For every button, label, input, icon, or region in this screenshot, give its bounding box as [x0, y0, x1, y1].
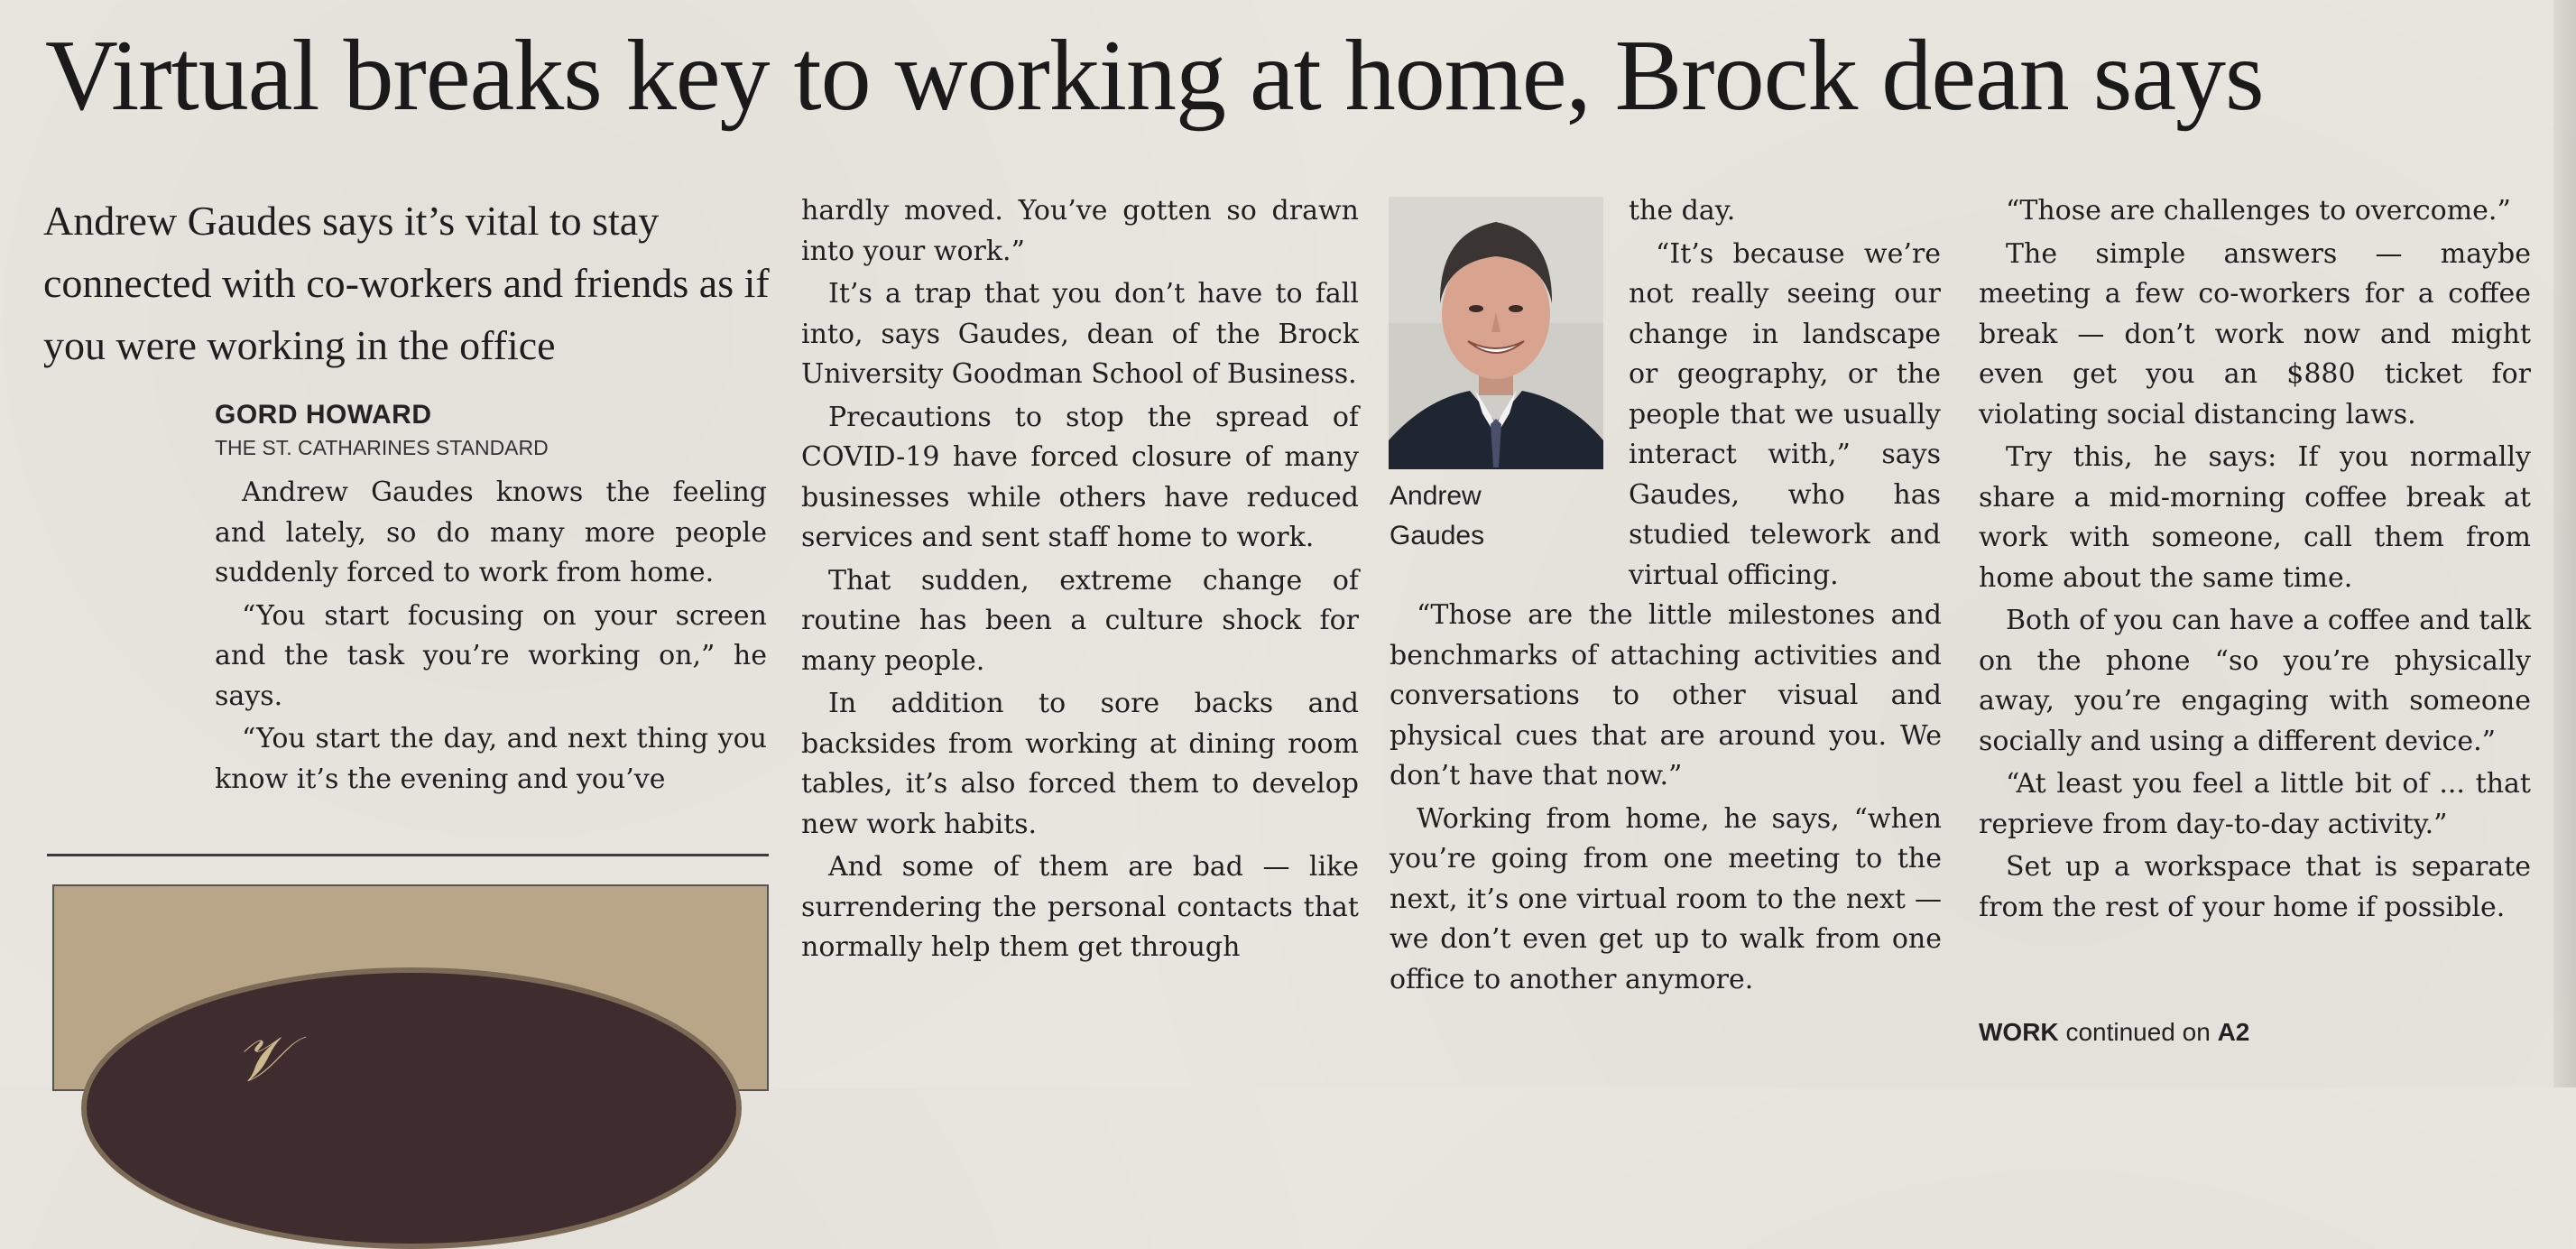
adjacent-photo [52, 884, 769, 1096]
paragraph: “It’s because we’re not really seeing our change in landscape or geography, or the people that we usually interact with,” says Gaudes, who has studied telework and virtual officing. [1629, 237, 1941, 591]
page-edge-shadow [2553, 0, 2576, 1087]
jump-text: continued on [2065, 1018, 2211, 1046]
jump-line [1979, 1018, 2430, 1047]
paragraph: In addition to sore backs and backsides from working at dining room tables, it’s also forced them to develop new work habits. [801, 688, 1359, 840]
paragraph: And some of them are bad — like surrendering the personal contacts that normally help them get through [801, 851, 1359, 963]
byline-author: GORD HOWARD [215, 400, 432, 430]
paragraph: the day. [1629, 195, 1736, 227]
article-column-2 [801, 191, 1359, 971]
paragraph: “You start focusing on your screen and the task you’re working on,” he says. [215, 599, 767, 712]
article-column-3-top [1629, 191, 1941, 598]
section-divider [47, 854, 769, 856]
paragraph: Set up a workspace that is separate from the rest of your home if possible. [1979, 851, 2531, 923]
paragraph: “Those are the little milestones and benchmarks of attaching activities and conversations to other visual and physical cues that are around you. We don’t have that now.” [1390, 599, 1942, 791]
paragraph: Andrew Gaudes knows the feeling and lately, so do many more people suddenly forced to work from home. [215, 476, 767, 588]
article-column-1 [215, 473, 767, 802]
headshot-illustration [1389, 197, 1603, 469]
paragraph: Precautions to stop the spread of COVID-19 have forced closure of many businesses while others have reduced services and sent staff home to work. [801, 401, 1359, 553]
article-column-4 [1979, 191, 2531, 930]
jump-label: WORK [1979, 1018, 2059, 1046]
paragraph: Working from home, he says, “when you’re going from one meeting to the next, it’s one virtual room to the next — we don’t even get up to walk from one office to another anymore. [1390, 802, 1942, 995]
headshot-photo [1389, 197, 1603, 469]
paragraph: “Those are challenges to overcome.” [2006, 195, 2511, 227]
sign-script: 𝒱 [235, 1022, 288, 1096]
paragraph: Try this, he says: If you normally share a mid-morning coffee break at work with someone, call them from home about the same time. [1979, 441, 2531, 594]
sign-oval [81, 967, 742, 1249]
byline-publication: THE ST. CATHARINES STANDARD [215, 436, 549, 459]
headline: Virtual breaks key to working at home, Brock dean says [45, 20, 2264, 132]
photo-caption [1390, 476, 1606, 556]
caption-line-1: Andrew [1390, 481, 1482, 511]
paragraph: “You start the day, and next thing you know it’s the evening and you’ve [215, 723, 767, 795]
paragraph: hardly moved. You’ve gotten so drawn into your work.” [801, 195, 1359, 267]
jump-page: A2 [2217, 1018, 2250, 1046]
paragraph: The simple answers — maybe meeting a few co-workers for a coffee break — don’t work now and might even get you an $880 ticket for violating social distancing laws. [1979, 237, 2531, 430]
paragraph: “At least you feel a little bit of ... that reprieve from day-to-day activity.” [1979, 768, 2531, 840]
paragraph: It’s a trap that you don’t have to fall into, says Gaudes, dean of the Brock University Goodman School of Business. [801, 278, 1359, 390]
article-column-3-bottom [1390, 596, 1942, 1003]
deck-subheadline: Andrew Gaudes says it’s vital to stay connected with co-workers and friends as if you were working in the office [43, 198, 770, 368]
paragraph: Both of you can have a coffee and talk on the phone “so you’re physically away, you’re engaging with someone socially and using a different device.” [1979, 605, 2531, 757]
paragraph: That sudden, extreme change of routine has been a culture shock for many people. [801, 564, 1359, 677]
caption-line-2: Gaudes [1390, 521, 1485, 550]
byline [215, 399, 783, 465]
